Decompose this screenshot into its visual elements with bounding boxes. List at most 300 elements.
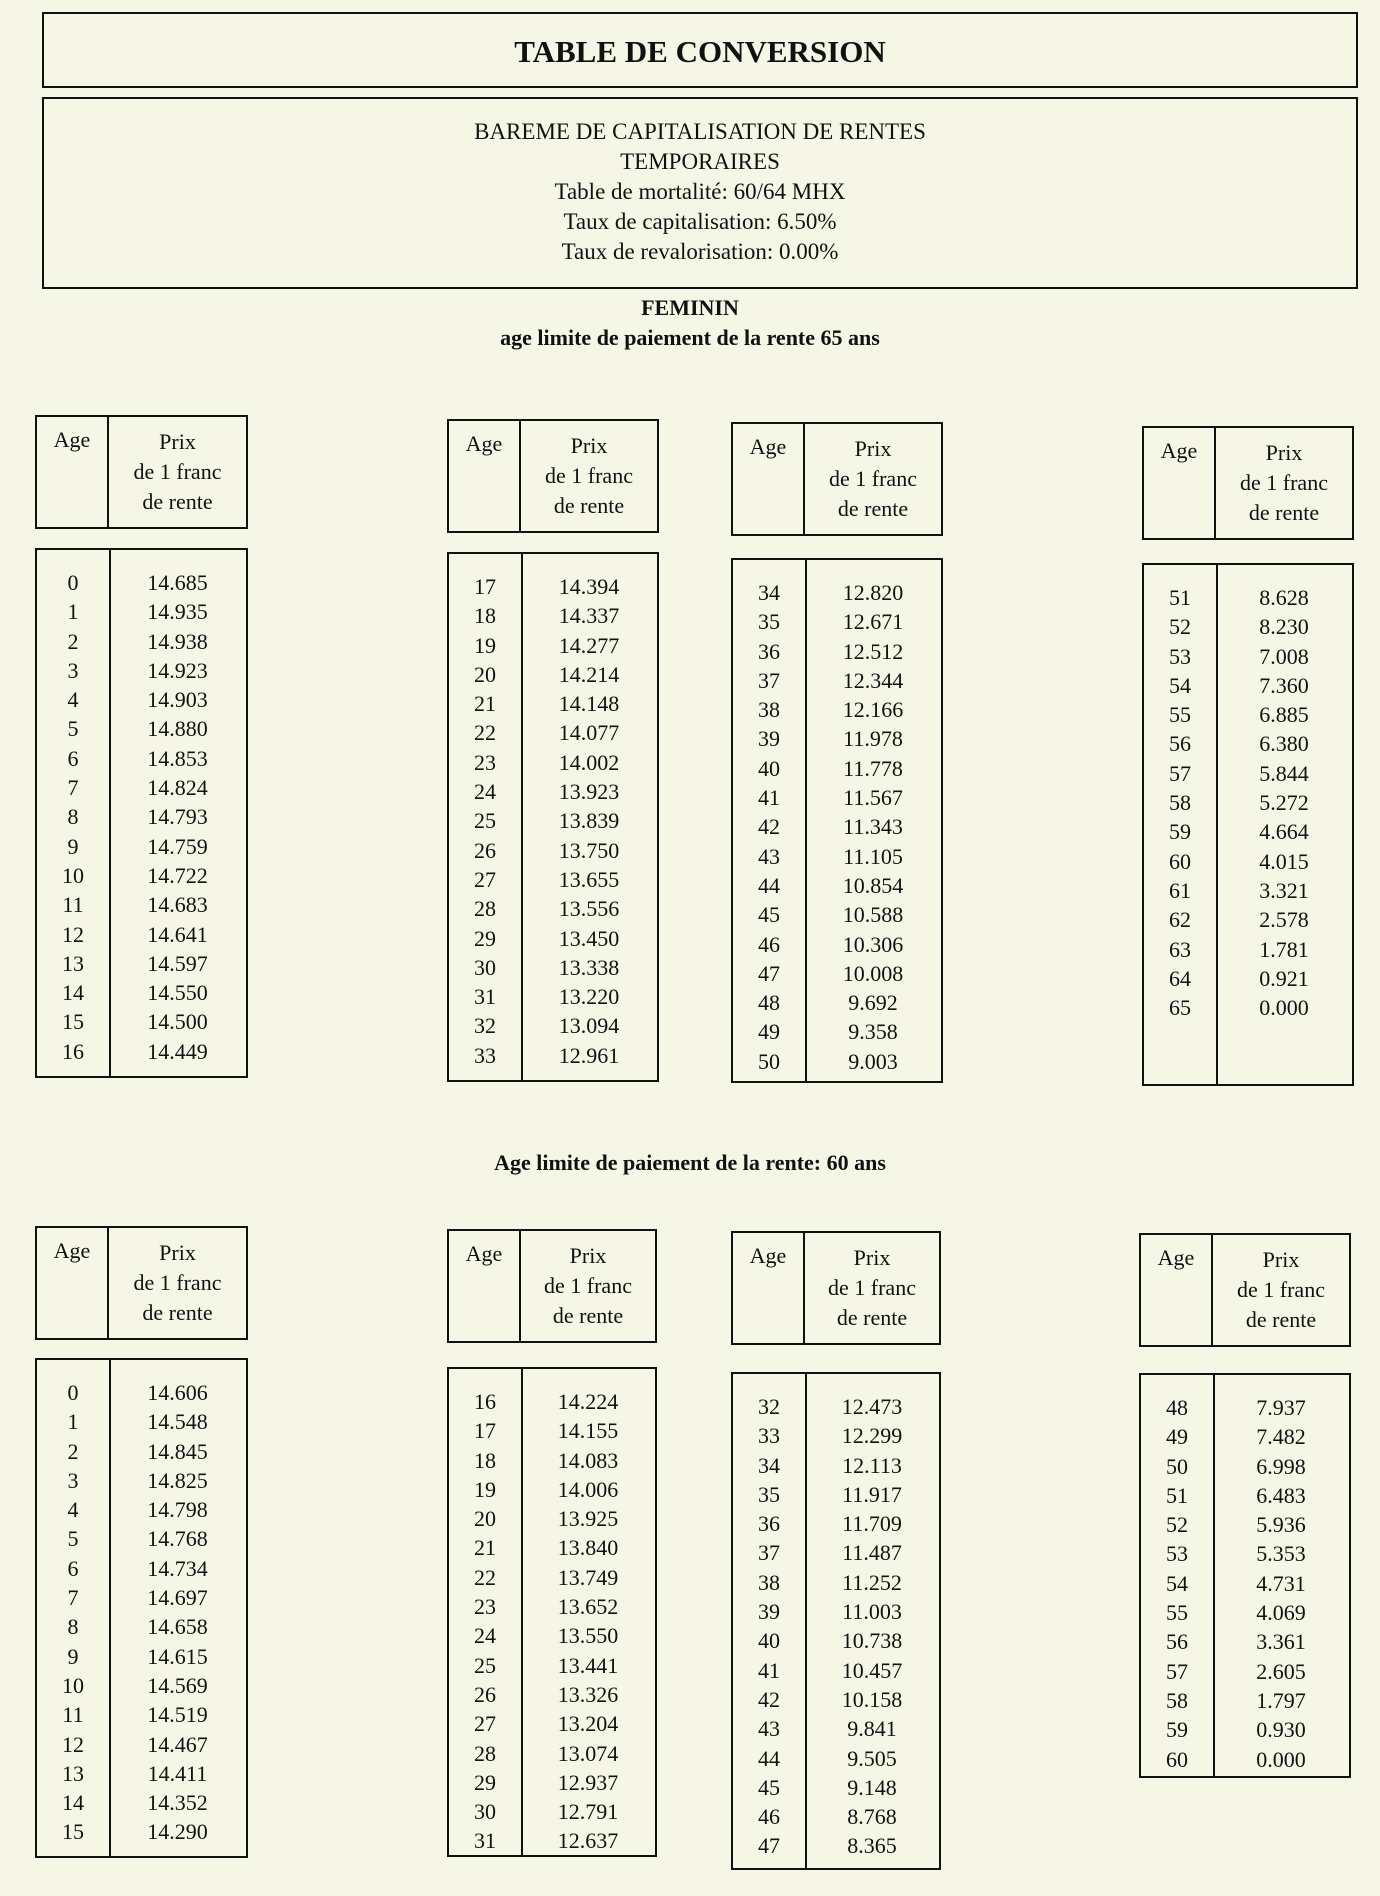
price-header-line: de 1 franc — [828, 1275, 916, 1300]
age-cell: 39 — [758, 726, 780, 752]
age-cell: 46 — [758, 931, 780, 957]
price-cell: 9.003 — [848, 1048, 898, 1074]
table-row — [733, 1511, 939, 1540]
age-cell: 42 — [758, 1686, 780, 1712]
table-row — [449, 1043, 657, 1072]
age-cell: 18 — [474, 1447, 496, 1473]
age-cell: 0 — [67, 1380, 79, 1405]
price-cell: 14.148 — [558, 691, 620, 717]
price-cell: 8.768 — [847, 1804, 897, 1830]
table-row — [733, 1540, 939, 1569]
table-row — [37, 1673, 246, 1702]
age-cell: 30 — [474, 1799, 496, 1825]
table-row — [733, 639, 941, 668]
table-row — [1141, 1395, 1349, 1424]
table-row — [1144, 644, 1352, 673]
price-cell: 14.683 — [147, 892, 208, 918]
table-row — [1144, 995, 1352, 1024]
age-cell: 46 — [758, 1804, 780, 1830]
table-row — [733, 873, 941, 902]
table-row — [1144, 878, 1352, 907]
age-cell: 52 — [1166, 1512, 1188, 1538]
table-row — [37, 1702, 246, 1731]
title-box — [42, 12, 1358, 88]
table-body — [731, 1372, 941, 1870]
age-cell: 1 — [67, 599, 79, 625]
age-column-header: Age — [449, 1231, 521, 1341]
table-rows — [1141, 1395, 1349, 1776]
age-cell: 25 — [474, 808, 496, 834]
table-row — [733, 1049, 941, 1078]
price-cell: 13.556 — [558, 896, 620, 922]
table-row — [37, 1614, 246, 1643]
price-cell: 13.550 — [557, 1623, 619, 1649]
table-row — [37, 980, 246, 1009]
table-row — [1144, 907, 1352, 936]
price-header-line: Prix — [1265, 440, 1303, 465]
age-cell: 4 — [67, 687, 79, 713]
price-column-header — [521, 421, 657, 531]
age-cell: 62 — [1169, 907, 1191, 933]
page-title: TABLE DE CONVERSION — [514, 34, 886, 69]
table-row — [1141, 1629, 1349, 1658]
table-row — [1141, 1600, 1349, 1629]
age-cell: 32 — [758, 1394, 780, 1419]
age-cell: 22 — [474, 1564, 496, 1590]
age-cell: 47 — [758, 960, 780, 986]
price-header-line: de rente — [142, 489, 213, 514]
table-row — [733, 961, 941, 990]
table-row — [37, 1732, 246, 1761]
info-line-2: TEMPORAIRES — [620, 149, 780, 174]
age-cell: 7 — [67, 1585, 79, 1611]
price-cell: 14.077 — [558, 720, 620, 746]
price-cell: 3.321 — [1259, 877, 1309, 903]
age-cell: 8 — [67, 804, 79, 830]
age-cell: 3 — [67, 657, 79, 683]
age-cell: 27 — [474, 1711, 496, 1737]
age-cell: 33 — [474, 1042, 496, 1068]
table-row — [449, 633, 657, 662]
price-cell: 7.008 — [1259, 643, 1309, 669]
age-cell: 19 — [474, 1476, 496, 1502]
price-cell: 13.652 — [557, 1594, 619, 1620]
price-cell: 14.759 — [147, 833, 208, 859]
table-row — [37, 1819, 246, 1848]
price-cell: 12.791 — [557, 1799, 619, 1825]
price-cell: 12.637 — [557, 1828, 619, 1854]
price-cell: 13.074 — [557, 1740, 619, 1766]
table-row — [449, 1594, 655, 1623]
price-cell: 14.569 — [147, 1672, 208, 1698]
price-cell: 14.923 — [147, 657, 208, 683]
table-row — [1141, 1541, 1349, 1570]
price-header-line: de rente — [552, 1303, 624, 1328]
price-cell: 8.365 — [847, 1833, 897, 1859]
age-cell: 47 — [758, 1833, 780, 1859]
price-cell: 11.252 — [842, 1569, 902, 1595]
price-cell: 14.938 — [147, 628, 208, 654]
price-cell: 13.450 — [558, 925, 620, 951]
table-row — [37, 1439, 246, 1468]
price-cell: 12.166 — [842, 697, 904, 723]
table-row — [37, 746, 246, 775]
price-cell: 13.655 — [558, 866, 620, 892]
price-header-line: de rente — [1248, 500, 1320, 525]
age-cell: 6 — [67, 745, 79, 771]
price-cell: 13.923 — [558, 779, 620, 805]
age-cell: 6 — [67, 1555, 79, 1581]
price-cell: 13.839 — [558, 808, 620, 834]
age-column-header: Age — [733, 424, 805, 534]
table-row — [449, 1565, 655, 1594]
price-cell: 13.925 — [557, 1506, 619, 1532]
table-row — [449, 1799, 655, 1828]
age-cell: 23 — [474, 1594, 496, 1620]
age-cell: 43 — [758, 843, 780, 869]
age-cell: 55 — [1166, 1600, 1188, 1626]
table-row — [449, 1653, 655, 1682]
age-cell: 42 — [758, 814, 780, 840]
table-header — [35, 1226, 248, 1340]
age-cell: 37 — [758, 1540, 780, 1566]
price-cell: 5.353 — [1256, 1541, 1306, 1567]
table-row — [37, 1009, 246, 1038]
table-row — [733, 1453, 939, 1482]
table-row — [37, 892, 246, 921]
table-header — [1142, 426, 1354, 540]
table-row — [37, 570, 246, 599]
table-row — [1144, 966, 1352, 995]
age-cell: 7 — [67, 775, 79, 801]
age-cell: 30 — [474, 954, 496, 980]
table-header — [447, 1229, 657, 1343]
table-row — [1144, 673, 1352, 702]
age-cell: 35 — [758, 609, 780, 635]
age-cell: 8 — [67, 1614, 79, 1640]
table-row — [733, 668, 941, 697]
price-column-header — [521, 1231, 655, 1341]
table-row — [449, 896, 657, 925]
age-cell: 21 — [474, 1535, 496, 1561]
age-cell: 54 — [1169, 672, 1191, 698]
section1-heading-1: FEMININ — [641, 295, 739, 320]
age-cell: 53 — [1169, 643, 1191, 669]
price-cell: 6.380 — [1259, 731, 1309, 757]
price-cell: 11.709 — [842, 1511, 902, 1537]
age-cell: 41 — [758, 1657, 780, 1683]
table-row — [1141, 1688, 1349, 1717]
price-cell: 9.148 — [847, 1774, 897, 1800]
price-cell: 10.738 — [841, 1628, 903, 1654]
table-row — [449, 750, 657, 779]
table-row — [1144, 819, 1352, 848]
age-column-header: Age — [37, 1228, 109, 1338]
table-row — [733, 1628, 939, 1657]
table-row — [449, 662, 657, 691]
price-cell: 9.692 — [848, 990, 898, 1016]
price-cell: 14.697 — [147, 1585, 208, 1611]
price-cell: 13.750 — [558, 837, 620, 863]
price-column-header — [109, 417, 246, 527]
price-header-line: de 1 franc — [829, 466, 917, 491]
age-cell: 5 — [67, 716, 79, 742]
price-cell: 12.937 — [557, 1769, 619, 1795]
price-cell: 11.343 — [843, 814, 903, 840]
table-row — [37, 1585, 246, 1614]
price-cell: 7.482 — [1256, 1424, 1306, 1450]
price-cell: 0.921 — [1259, 965, 1309, 991]
age-cell: 48 — [758, 990, 780, 1016]
age-cell: 58 — [1169, 790, 1191, 816]
table-row — [449, 1535, 655, 1564]
age-cell: 15 — [62, 1819, 84, 1845]
price-header-line: de 1 franc — [1240, 470, 1328, 495]
table-row — [37, 1790, 246, 1819]
age-cell: 3 — [67, 1467, 79, 1493]
table-row — [1141, 1717, 1349, 1746]
age-cell: 10 — [62, 1672, 84, 1698]
price-cell: 12.344 — [842, 667, 904, 693]
age-cell: 20 — [474, 661, 496, 687]
price-cell: 10.306 — [842, 931, 904, 957]
table-body — [1139, 1373, 1351, 1778]
table-row — [449, 838, 657, 867]
table-row — [733, 697, 941, 726]
price-cell: 9.841 — [847, 1716, 897, 1742]
table-row — [733, 990, 941, 1019]
age-cell: 10 — [62, 862, 84, 888]
age-cell: 21 — [474, 691, 496, 717]
table-row — [733, 1423, 939, 1452]
price-cell: 14.845 — [147, 1438, 208, 1464]
price-column-header — [805, 1233, 939, 1343]
table-row — [37, 1497, 246, 1526]
age-cell: 40 — [758, 755, 780, 781]
price-cell: 11.917 — [842, 1481, 902, 1507]
age-cell: 34 — [758, 580, 780, 605]
age-cell: 40 — [758, 1628, 780, 1654]
price-header-line: Prix — [1262, 1247, 1300, 1272]
price-cell: 5.272 — [1259, 790, 1309, 816]
table-row — [733, 902, 941, 931]
table-row — [449, 691, 657, 720]
table-row — [37, 1556, 246, 1585]
price-cell: 7.937 — [1256, 1395, 1306, 1420]
table-header — [731, 422, 943, 536]
age-cell: 49 — [758, 1019, 780, 1045]
age-cell: 31 — [474, 984, 496, 1010]
age-cell: 60 — [1169, 848, 1191, 874]
table-row — [37, 951, 246, 980]
age-column-header: Age — [1141, 1235, 1213, 1345]
price-cell: 10.457 — [841, 1657, 903, 1683]
age-cell: 12 — [62, 1731, 84, 1757]
price-cell: 14.548 — [147, 1409, 208, 1435]
age-cell: 36 — [758, 1511, 780, 1537]
age-cell: 17 — [474, 1418, 496, 1444]
price-cell: 0.000 — [1256, 1746, 1306, 1772]
price-cell: 9.358 — [848, 1019, 898, 1045]
info-line-3: Table de mortalité: 60/64 MHX — [554, 179, 846, 204]
price-column-header — [1216, 428, 1352, 538]
table-row — [1141, 1747, 1349, 1776]
table-row — [1141, 1483, 1349, 1512]
age-cell: 26 — [474, 837, 496, 863]
price-cell: 13.204 — [557, 1711, 619, 1737]
price-cell: 12.299 — [841, 1423, 903, 1449]
table-row — [733, 1833, 939, 1862]
price-cell: 11.978 — [843, 726, 903, 752]
table-row — [1144, 614, 1352, 643]
table-row — [733, 580, 941, 609]
table-row — [449, 1828, 655, 1857]
price-cell: 4.731 — [1256, 1570, 1306, 1596]
table-rows — [1144, 585, 1352, 1024]
table-row — [1144, 731, 1352, 760]
age-cell: 14 — [62, 980, 84, 1006]
price-cell: 14.853 — [147, 745, 208, 771]
table-row — [37, 804, 246, 833]
age-cell: 43 — [758, 1716, 780, 1742]
age-cell: 13 — [62, 950, 84, 976]
price-header-line: de rente — [836, 1305, 908, 1330]
price-cell: 14.002 — [558, 749, 620, 775]
table-row — [733, 1775, 939, 1804]
table-row — [733, 1599, 939, 1628]
price-cell: 5.936 — [1256, 1512, 1306, 1538]
table-row — [449, 867, 657, 896]
table-body — [731, 558, 943, 1083]
table-rows — [37, 1380, 246, 1849]
table-row — [37, 716, 246, 745]
price-cell: 14.734 — [147, 1555, 208, 1581]
info-line-4: Taux de capitalisation: 6.50% — [563, 209, 837, 234]
age-cell: 15 — [62, 1009, 84, 1035]
table-body — [447, 1367, 657, 1857]
age-cell: 19 — [474, 632, 496, 658]
age-cell: 38 — [758, 697, 780, 723]
table-row — [449, 1448, 655, 1477]
table-row — [733, 1019, 941, 1048]
table-row — [733, 726, 941, 755]
age-cell: 54 — [1166, 1570, 1188, 1596]
price-column-header — [805, 424, 941, 534]
age-cell: 65 — [1169, 995, 1191, 1021]
price-column-header — [1213, 1235, 1349, 1345]
table-body — [35, 1358, 248, 1858]
price-cell: 13.094 — [558, 1013, 620, 1039]
price-cell: 14.467 — [147, 1731, 208, 1757]
table-row — [449, 1682, 655, 1711]
age-cell: 39 — [758, 1599, 780, 1625]
table-row — [37, 1468, 246, 1497]
age-cell: 37 — [758, 667, 780, 693]
table-row — [37, 1380, 246, 1409]
price-cell: 13.220 — [558, 984, 620, 1010]
price-cell: 14.394 — [558, 574, 620, 599]
table-row — [449, 955, 657, 984]
price-cell: 14.411 — [147, 1760, 208, 1786]
price-header-line: Prix — [570, 433, 608, 458]
table-row — [733, 1482, 939, 1511]
price-cell: 11.487 — [842, 1540, 902, 1566]
info-line-5: Taux de revalorisation: 0.00% — [561, 239, 839, 264]
table-row — [733, 844, 941, 873]
price-cell: 14.290 — [147, 1819, 208, 1845]
age-cell: 56 — [1169, 731, 1191, 757]
table-row — [733, 1394, 939, 1423]
age-cell: 60 — [1166, 1746, 1188, 1772]
price-cell: 14.352 — [147, 1790, 208, 1816]
age-cell: 2 — [67, 1438, 79, 1464]
price-cell: 14.615 — [147, 1643, 208, 1669]
table-row — [37, 629, 246, 658]
age-cell: 36 — [758, 638, 780, 664]
price-header-line: de 1 franc — [133, 1270, 222, 1295]
table-row — [449, 720, 657, 749]
table-row — [1144, 761, 1352, 790]
table-rows — [37, 570, 246, 1068]
price-cell: 13.326 — [557, 1681, 619, 1707]
price-cell: 10.854 — [842, 872, 904, 898]
table-row — [37, 687, 246, 716]
price-cell: 14.685 — [147, 570, 208, 595]
table-row — [1141, 1659, 1349, 1688]
age-cell: 57 — [1166, 1658, 1188, 1684]
table-header — [35, 415, 248, 529]
age-cell: 50 — [758, 1048, 780, 1074]
age-cell: 17 — [474, 574, 496, 599]
info-line-1: BAREME DE CAPITALISATION DE RENTES — [474, 119, 926, 144]
age-column-header: Age — [449, 421, 521, 531]
table-row — [449, 1013, 657, 1042]
price-cell: 10.588 — [842, 902, 904, 928]
table-row — [733, 814, 941, 843]
age-cell: 16 — [474, 1389, 496, 1414]
info-box — [42, 97, 1358, 289]
age-cell: 63 — [1169, 936, 1191, 962]
age-cell: 11 — [62, 892, 84, 918]
age-cell: 44 — [758, 872, 780, 898]
age-cell: 41 — [758, 785, 780, 811]
price-cell: 14.658 — [147, 1614, 208, 1640]
age-cell: 25 — [474, 1652, 496, 1678]
table-row — [733, 785, 941, 814]
table-row — [37, 1409, 246, 1438]
price-cell: 14.880 — [147, 716, 208, 742]
table-row — [733, 1746, 939, 1775]
age-cell: 24 — [474, 1623, 496, 1649]
table-row — [37, 1761, 246, 1790]
price-cell: 14.903 — [147, 687, 208, 713]
price-cell: 11.567 — [843, 785, 903, 811]
age-cell: 51 — [1169, 585, 1191, 610]
price-header-line: de rente — [1245, 1307, 1317, 1332]
age-cell: 9 — [67, 1643, 79, 1669]
table-row — [449, 808, 657, 837]
table-row — [1141, 1424, 1349, 1453]
age-cell: 12 — [62, 921, 84, 947]
price-cell: 14.449 — [147, 1038, 208, 1064]
price-cell: 14.768 — [147, 1526, 208, 1552]
table-row — [1141, 1571, 1349, 1600]
price-cell: 6.885 — [1259, 702, 1309, 728]
age-cell: 38 — [758, 1569, 780, 1595]
section2-heading: Age limite de paiement de la rente: 60 ans — [494, 1150, 886, 1175]
table-row — [1144, 702, 1352, 731]
price-cell: 14.500 — [147, 1009, 208, 1035]
